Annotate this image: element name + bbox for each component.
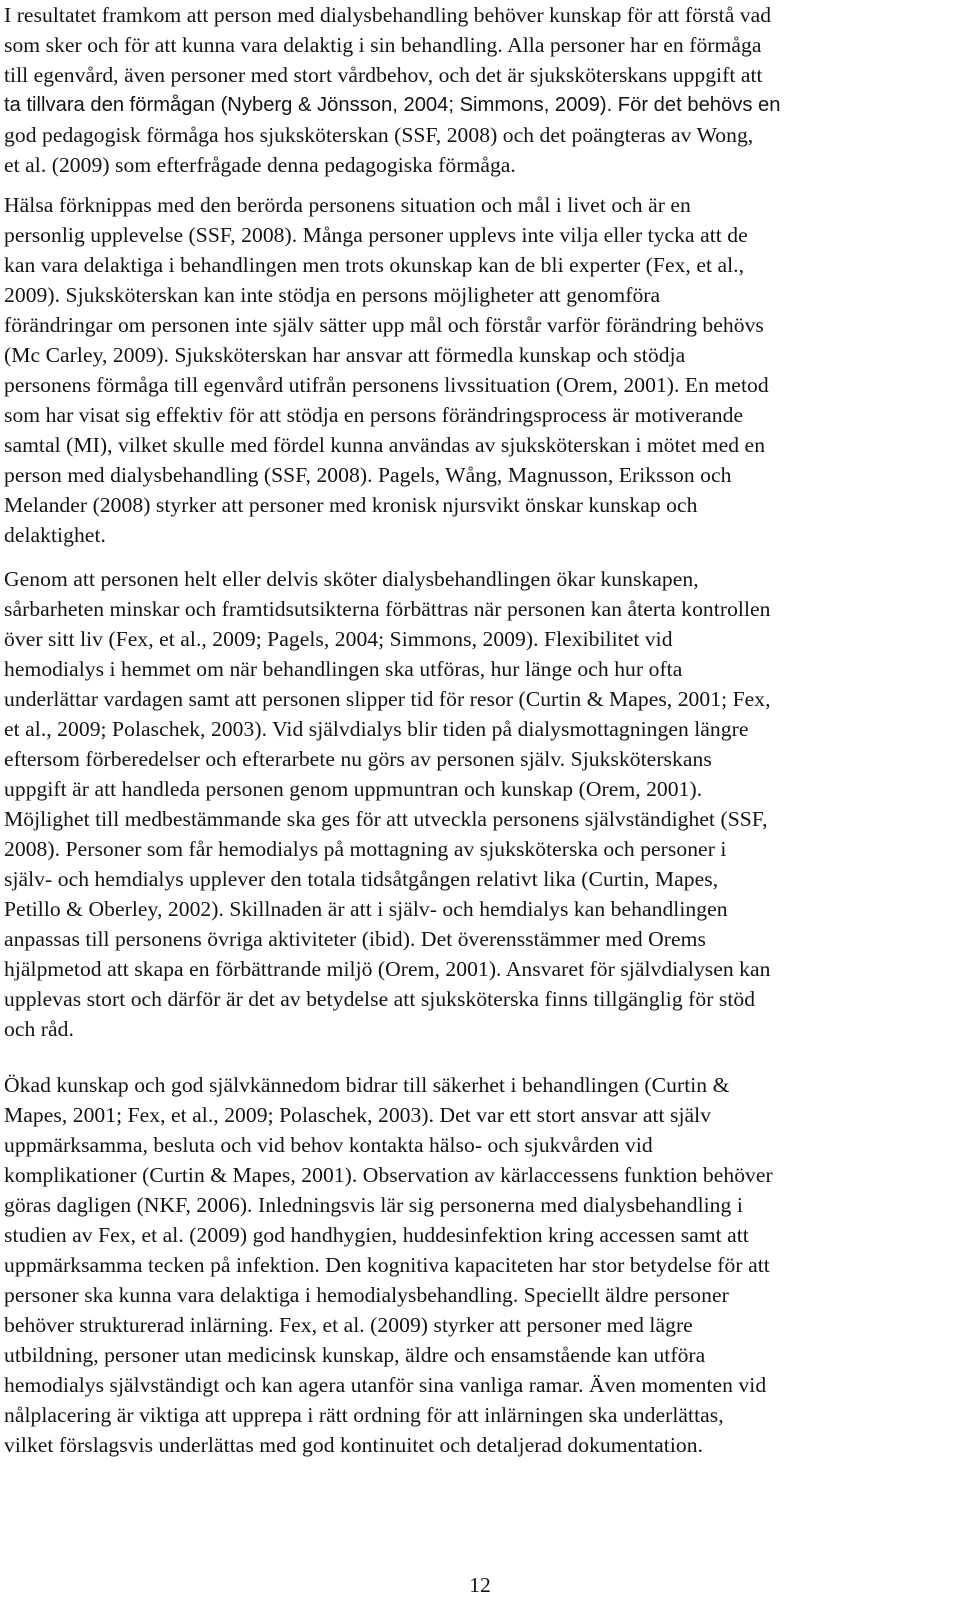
paragraph-line: personer ska kunna vara delaktiga i hemodialysbehandling. Speciellt äldre personer [4,1283,729,1307]
paragraph-line: personlig upplevelse (SSF, 2008). Många personer upplevs inte vilja eller tycka att de [4,223,748,247]
paragraph-line: sårbarheten minskar och framtidsutsikterna förbättras när personen kan återta kontrollen [4,597,771,621]
paragraph-line: hjälpmetod att skapa en förbättrande miljö (Orem, 2001). Ansvaret för självdialysen kan [4,957,771,981]
paragraph-line: hemodialys i hemmet om när behandlingen ska utföras, hur länge och hur ofta [4,657,683,681]
paragraph-line: Petillo & Oberley, 2002). Skillnaden är att i själv- och hemdialys kan behandlingen [4,897,728,921]
paragraph-line: personens förmåga till egenvård utifrån personens livssituation (Orem, 2001). En metod [4,373,769,397]
paragraph-line: behöver strukturerad inlärning. Fex, et al. (2009) styrker att personer med lägre [4,1313,693,1337]
paragraph-line: som sker och för att kunna vara delaktig i sin behandling. Alla personer har en förmåga [4,33,762,57]
paragraph-line: underlättar vardagen samt att personen slipper tid för resor (Curtin & Mapes, 2001; Fex, [4,687,771,711]
paragraph-line: et al. (2009) som efterfrågade denna pedagogiska förmåga. [4,153,516,177]
paragraph-line: göras dagligen (NKF, 2006). Inledningsvis lär sig personerna med dialysbehandling i [4,1193,743,1217]
paragraph-line: kan vara delaktiga i behandlingen men trots okunskap kan de bli experter (Fex, et al., [4,253,745,277]
paragraph-line: 2008). Personer som får hemodialys på mottagning av sjuksköterska och personer i [4,837,727,861]
paragraph-line: Genom att personen helt eller delvis sköter dialysbehandlingen ökar kunskapen, [4,567,699,591]
paragraph-line: som har visat sig effektiv för att stödja en persons förändringsprocess är motiverande [4,403,744,427]
paragraph-line: över sitt liv (Fex, et al., 2009; Pagels, 2004; Simmons, 2009). Flexibilitet vid [4,627,673,651]
paragraph-line: god pedagogisk förmåga hos sjuksköterskan (SSF, 2008) och det poängteras av Wong, [4,123,754,147]
page-number: 12 [469,1573,491,1597]
paragraph-4 [4,1070,950,1460]
paragraph-line: samtal (MI), vilket skulle med fördel kunna användas av sjuksköterskan i mötet med en [4,433,766,457]
paragraph-line: anpassas till personens övriga aktiviteter (ibid). Det överensstämmer med Orems [4,927,706,951]
paragraph-line: Ökad kunskap och god självkännedom bidrar till säkerhet i behandlingen (Curtin & [4,1073,730,1097]
paragraph-3 [4,564,950,1044]
paragraph-line: upplevas stort och därför är det av betydelse att sjuksköterska finns tillgänglig för stöd [4,987,756,1011]
paragraph-line: vilket förslagsvis underlättas med god kontinuitet och detaljerad dokumentation. [4,1433,704,1457]
paragraph-1 [4,0,950,180]
paragraph-line: Möjlighet till medbestämmande ska ges för att utveckla personens självständighet (SSF, [4,807,768,831]
paragraph-line: 2009). Sjuksköterskan kan inte stödja en persons möjligheter att genomföra [4,283,661,307]
paragraph-line: ta tillvara den förmågan (Nyberg & Jönsson, 2004; Simmons, 2009). För det behövs en [4,94,781,116]
paragraph-line: och råd. [4,1017,74,1041]
paragraph-line: eftersom förberedelser och efterarbete nu görs av personen själv. Sjuksköterskans [4,747,712,771]
paragraph-line: et al., 2009; Polaschek, 2003). Vid självdialys blir tiden på dialysmottagningen längre [4,717,749,741]
paragraph-line: nålplacering är viktiga att upprepa i rätt ordning för att inlärningen ska underlättas, [4,1403,724,1427]
paragraph-line: delaktighet. [4,523,106,547]
paragraph-line: uppmärksamma, besluta och vid behov kontakta hälso- och sjukvården vid [4,1133,653,1157]
paragraph-line: hemodialys självständigt och kan agera utanför sina vanliga ramar. Även momenten vid [4,1373,767,1397]
paragraph-line: uppgift är att handleda personen genom uppmuntran och kunskap (Orem, 2001). [4,777,703,801]
paragraph-line: till egenvård, även personer med stort vårdbehov, och det är sjuksköterskans uppgift att [4,63,763,87]
paragraph-line: person med dialysbehandling (SSF, 2008). Pagels, Wång, Magnusson, Eriksson och [4,463,732,487]
paragraph-line: Melander (2008) styrker att personer med kronisk njursvikt önskar kunskap och [4,493,698,517]
paragraph-line: Hälsa förknippas med den berörda personens situation och mål i livet och är en [4,193,691,217]
paragraph-line: uppmärksamma tecken på infektion. Den kognitiva kapaciteten har stor betydelse för att [4,1253,770,1277]
paragraph-line: I resultatet framkom att person med dialysbehandling behöver kunskap för att förstå vad [4,3,772,27]
paragraph-line: utbildning, personer utan medicinsk kunskap, äldre och ensamstående kan utföra [4,1343,706,1367]
paragraph-line: förändringar om personen inte själv sätter upp mål och förstår varför förändring behövs [4,313,764,337]
paragraph-line: själv- och hemdialys upplever den totala tidsåtgången relativt lika (Curtin, Mapes, [4,867,719,891]
paragraph-line: studien av Fex, et al. (2009) god handhygien, huddesinfektion kring accessen samt att [4,1223,749,1247]
paragraph-line: komplikationer (Curtin & Mapes, 2001). Observation av kärlaccessens funktion behöver [4,1163,773,1187]
paragraph-line: (Mc Carley, 2009). Sjuksköterskan har ansvar att förmedla kunskap och stödja [4,343,686,367]
paragraph-2 [4,190,950,550]
paragraph-line: Mapes, 2001; Fex, et al., 2009; Polaschek, 2003). Det var ett stort ansvar att själv [4,1103,712,1127]
